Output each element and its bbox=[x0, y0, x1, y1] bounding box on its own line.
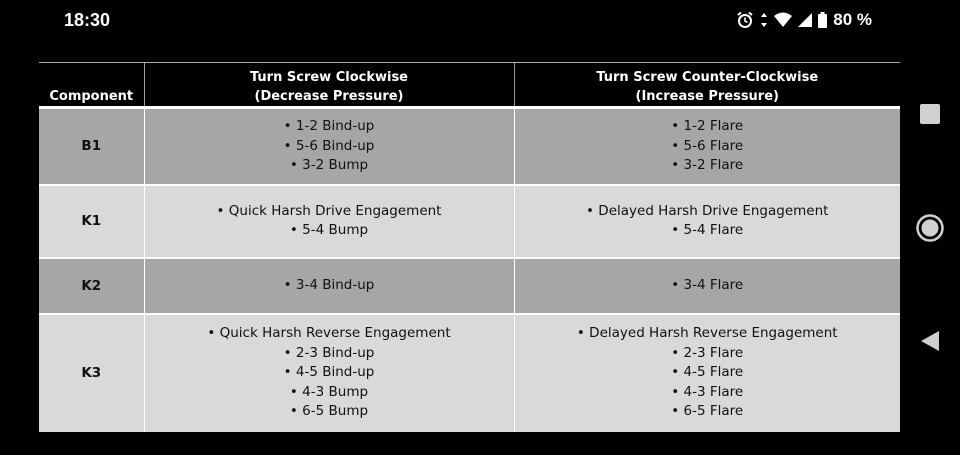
bullet-item: • 1-2 Bind-up bbox=[283, 118, 375, 134]
component-cell: K1 bbox=[39, 185, 144, 258]
home-circle-icon bbox=[915, 213, 945, 243]
clockwise-cell bbox=[144, 185, 514, 258]
counter-clockwise-cell bbox=[514, 314, 900, 432]
component-cell: B1 bbox=[39, 108, 144, 185]
bullet-item: • Quick Harsh Drive Engagement bbox=[216, 202, 442, 219]
bullet-item: • 6-5 Flare bbox=[671, 403, 744, 420]
home-button[interactable] bbox=[900, 213, 960, 243]
bullet-item: • Quick Harsh Reverse Engagement bbox=[207, 325, 451, 342]
header-counter-clockwise: Turn Screw Counter-Clockwise (Increase Pressure) bbox=[514, 63, 900, 108]
bullet-item: • 4-5 Bind-up bbox=[283, 364, 375, 381]
bullet-item: • Delayed Harsh Reverse Engagement bbox=[576, 325, 838, 342]
pressure-adjustment-table bbox=[39, 62, 900, 433]
bullet-item: • 5-4 Flare bbox=[671, 222, 744, 238]
recents-square-icon bbox=[919, 103, 941, 125]
bullet-item: • 6-5 Bump bbox=[289, 403, 369, 420]
alarm-icon bbox=[736, 11, 754, 29]
clockwise-cell bbox=[144, 314, 514, 432]
table-row bbox=[39, 258, 900, 314]
bullet-item: • 4-3 Bump bbox=[289, 383, 369, 400]
counter-clockwise-cell bbox=[514, 108, 900, 185]
component-cell: K2 bbox=[39, 258, 144, 314]
table-row bbox=[39, 108, 900, 185]
header-clockwise: Turn Screw Clockwise (Decrease Pressure) bbox=[144, 63, 514, 108]
table-row bbox=[39, 314, 900, 432]
back-button[interactable] bbox=[900, 329, 960, 353]
bullet-item: • 3-4 Flare bbox=[671, 276, 744, 293]
data-transfer-icon bbox=[760, 12, 768, 28]
table-row bbox=[39, 185, 900, 258]
bullet-item: • 4-5 Flare bbox=[671, 364, 744, 381]
status-time: 18:30 bbox=[64, 10, 111, 30]
adjustment-table bbox=[39, 62, 900, 432]
clockwise-cell bbox=[144, 258, 514, 314]
table-header-row bbox=[39, 63, 900, 108]
bullet-item: • 5-6 Flare bbox=[671, 137, 744, 154]
navigation-bar bbox=[900, 0, 960, 455]
bullet-item: • 1-2 Flare bbox=[671, 118, 744, 134]
header-component: Component bbox=[39, 63, 144, 108]
bullet-item: • 4-3 Flare bbox=[671, 383, 744, 400]
component-cell: K3 bbox=[39, 314, 144, 432]
bullet-item: • 5-4 Bump bbox=[289, 222, 369, 238]
counter-clockwise-cell bbox=[514, 258, 900, 314]
recents-button[interactable] bbox=[900, 103, 960, 125]
bullet-item: • 2-3 Flare bbox=[671, 344, 744, 361]
bullet-item: • Delayed Harsh Drive Engagement bbox=[586, 202, 829, 219]
counter-clockwise-cell bbox=[514, 185, 900, 258]
battery-percent: 80 % bbox=[833, 10, 872, 29]
clockwise-cell bbox=[144, 108, 514, 185]
bullet-item: • 3-2 Flare bbox=[671, 157, 744, 173]
back-triangle-icon bbox=[919, 329, 941, 353]
wifi-icon bbox=[774, 12, 792, 28]
battery-icon bbox=[818, 12, 827, 28]
bullet-item: • 5-6 Bind-up bbox=[283, 137, 375, 154]
cell-signal-icon bbox=[798, 12, 812, 28]
bullet-item: • 3-2 Bump bbox=[289, 157, 369, 173]
bullet-item: • 2-3 Bind-up bbox=[283, 344, 375, 361]
bullet-item: • 3-4 Bind-up bbox=[283, 276, 375, 293]
status-bar bbox=[0, 0, 900, 40]
status-icons bbox=[736, 10, 872, 30]
